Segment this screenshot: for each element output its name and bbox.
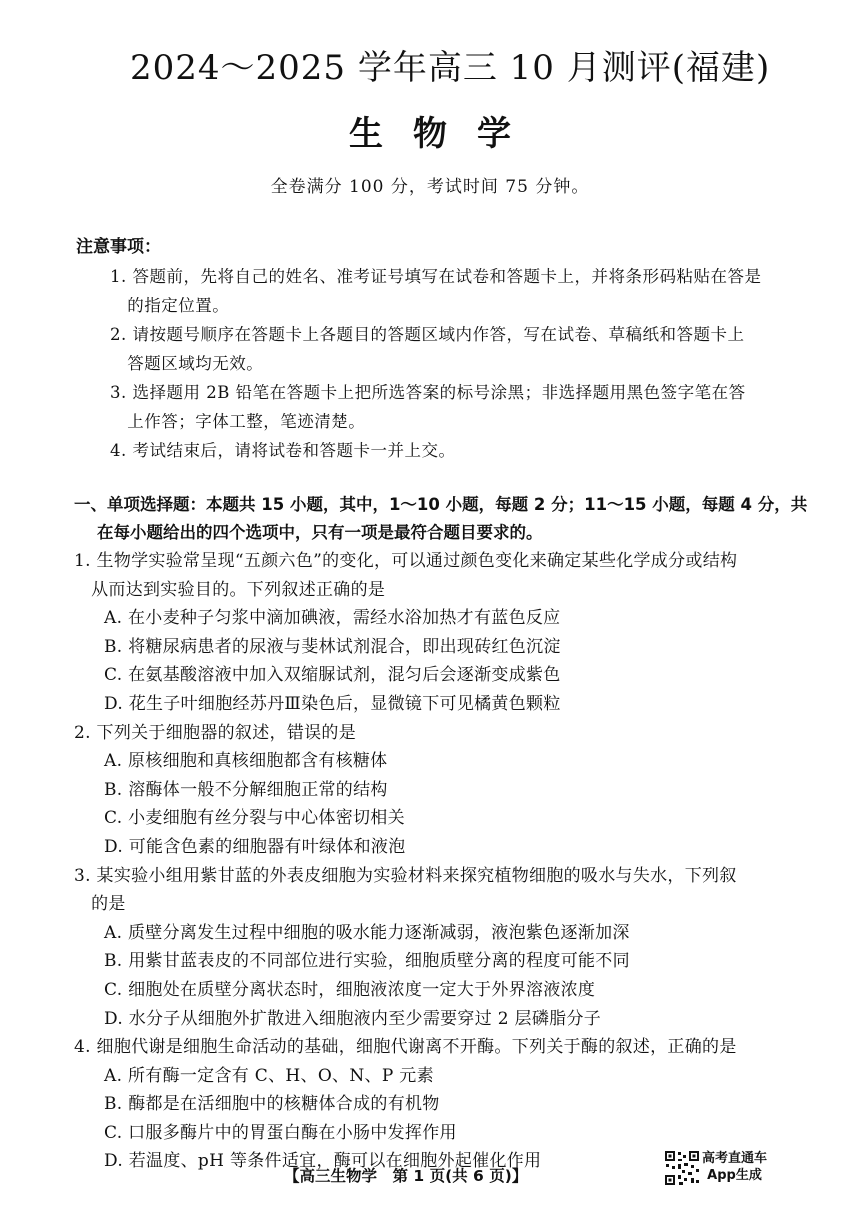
option-c: C. 在氨基酸溶液中加入双缩脲试剂，混匀后会逐渐变成紫色 xyxy=(104,665,561,686)
question-stem: 2. 下列关于细胞器的叙述，错误的是 xyxy=(74,722,357,743)
brand-name: 高考直通车 xyxy=(702,1151,768,1166)
section-heading-line: 一、单项选择题：本题共 15 小题，其中，1～10 小题，每题 2 分；11～15 小题，每题 4 分，共 xyxy=(74,495,808,514)
option-a: A. 所有酶一定含有 C、H、O、N、P 元素 xyxy=(104,1065,434,1086)
option-b: B. 溶酶体一般不分解细胞正常的结构 xyxy=(104,779,388,800)
notice-line: 4. 考试结束后，请将试卷和答题卡一并上交。 xyxy=(110,441,456,460)
notice-line: 答题区域均无效。 xyxy=(110,354,264,373)
option-a: A. 质壁分离发生过程中细胞的吸水能力逐渐减弱，液泡紫色逐渐加深 xyxy=(104,922,630,943)
question-stem: 从而达到实验目的。下列叙述正确的是 xyxy=(74,579,386,600)
exam-info: 全卷满分 100 分，考试时间 75 分钟。 xyxy=(270,177,590,197)
notice-heading: 注意事项： xyxy=(76,237,161,257)
option-d: D. 花生子叶细胞经苏丹Ⅲ染色后，显微镜下可见橘黄色颗粒 xyxy=(104,693,561,714)
option-b: B. 将糖尿病患者的尿液与斐林试剂混合，即出现砖红色沉淀 xyxy=(104,636,561,657)
option-b: B. 酶都是在活细胞中的核糖体合成的有机物 xyxy=(104,1094,440,1115)
question-1 xyxy=(74,547,860,719)
notice-line: 2. 请按题号顺序在答题卡上各题目的答题区域内作答，写在试卷、草稿纸和答题卡上 xyxy=(110,325,745,344)
notice-line: 1. 答题前，先将自己的姓名、准考证号填写在试卷和答题卡上，并将条形码粘贴在答是 xyxy=(110,267,762,286)
option-b: B. 用紫甘蓝表皮的不同部位进行实验，细胞质壁分离的程度可能不同 xyxy=(104,951,630,972)
exam-title: 2024～2025 学年高三 10 月测评(福建) xyxy=(130,48,771,88)
option-d: D. 可能含色素的细胞器有叶绿体和液泡 xyxy=(104,836,406,857)
question-stem: 4. 细胞代谢是细胞生命活动的基础，细胞代谢离不开酶。下列关于酶的叙述，正确的是 xyxy=(74,1037,737,1058)
option-c: C. 细胞处在质壁分离状态时，细胞液浓度一定大于外界溶液浓度 xyxy=(104,979,596,1000)
notice-line: 的指定位置。 xyxy=(110,296,230,315)
brand-subtitle: App生成 xyxy=(707,1168,762,1183)
question-3 xyxy=(74,862,860,1034)
question-stem: 的是 xyxy=(74,894,126,915)
notice-line: 3. 选择题用 2B 铅笔在答题卡上把所选答案的标号涂黑；非选择题用黑色签字笔在答 xyxy=(110,383,746,402)
brand-label xyxy=(702,1150,767,1184)
section-heading xyxy=(74,491,860,547)
question-2 xyxy=(74,719,860,862)
option-a: A. 原核细胞和真核细胞都含有核糖体 xyxy=(104,751,388,772)
notice-item xyxy=(110,320,860,378)
page-footer: 【高三生物学 第 1 页(共 6 页)】 xyxy=(284,1167,528,1185)
notice-item xyxy=(110,436,860,465)
qr-code-icon xyxy=(664,1150,700,1186)
subject-title: 生物学 xyxy=(349,114,541,154)
notice-line: 上作答；字体工整，笔迹清楚。 xyxy=(110,412,366,431)
option-d: D. 若温度、pH 等条件适宜，酶可以在细胞外起催化作用 xyxy=(104,1151,542,1172)
section-heading-line: 在每小题给出的四个选项中，只有一项是最符合题目要求的。 xyxy=(74,523,543,542)
question-list xyxy=(74,547,860,1176)
option-a: A. 在小麦种子匀浆中滴加碘液，需经水浴加热才有蓝色反应 xyxy=(104,608,561,629)
option-c: C. 小麦细胞有丝分裂与中心体密切相关 xyxy=(104,808,405,829)
question-stem: 3. 某实验小组用紫甘蓝的外表皮细胞为实验材料来探究植物细胞的吸水与失水，下列叙 xyxy=(74,865,737,886)
notice-list xyxy=(110,262,860,465)
notice-item xyxy=(110,262,860,320)
question-stem: 1. 生物学实验常呈现“五颜六色”的变化，可以通过颜色变化来确定某些化学成分或结构 xyxy=(74,551,738,571)
notice-item xyxy=(110,378,860,436)
option-d: D. 水分子从细胞外扩散进入细胞液内至少需要穿过 2 层磷脂分子 xyxy=(104,1008,602,1029)
option-c: C. 口服多酶片中的胃蛋白酶在小肠中发挥作用 xyxy=(104,1122,457,1143)
